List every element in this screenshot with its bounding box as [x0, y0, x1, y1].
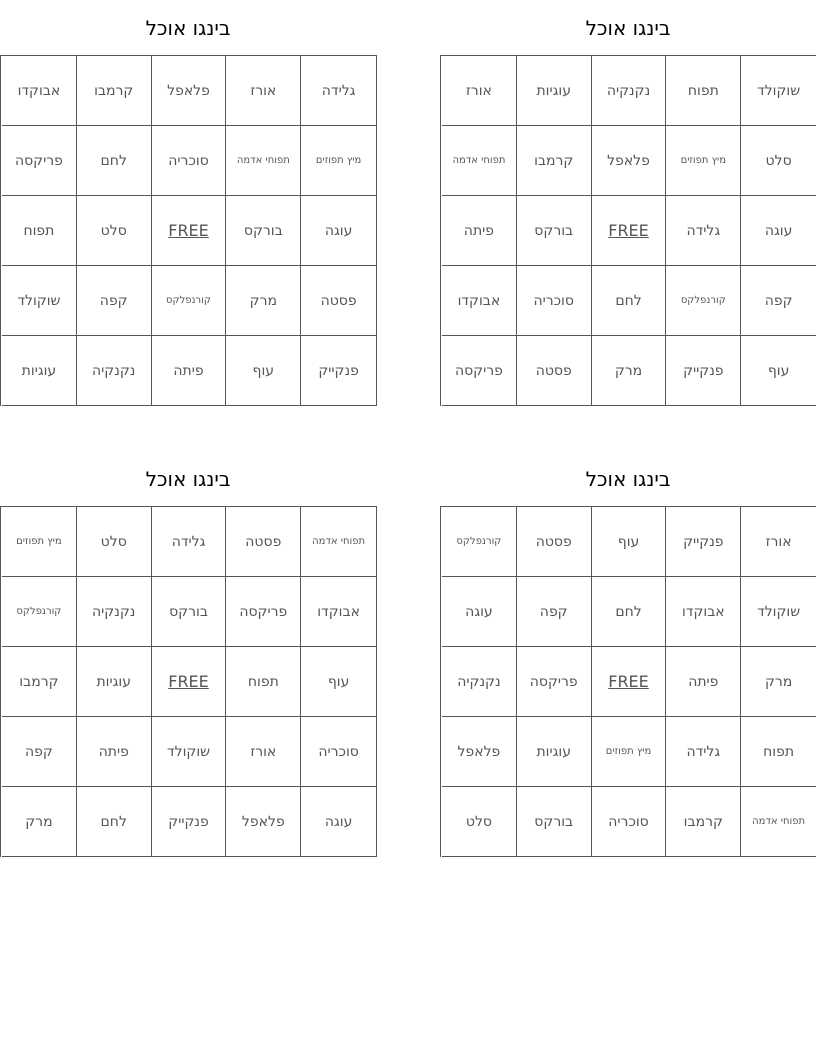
bingo-cell: שוקולד	[2, 266, 77, 336]
bingo-cell: פריקסה	[2, 126, 77, 196]
bingo-cell: נקנקיה	[592, 56, 667, 126]
bingo-cell: מרק	[226, 266, 301, 336]
bingo-cell: פיתה	[152, 336, 227, 406]
bingo-cell: תפוח	[741, 717, 816, 787]
bingo-cell: עוף	[592, 507, 667, 577]
bingo-cell: תפוחי אדמה	[226, 126, 301, 196]
bingo-cell: מרק	[592, 336, 667, 406]
bingo-cell: מרק	[2, 787, 77, 857]
bingo-grid	[440, 55, 816, 406]
bingo-grid	[0, 506, 377, 857]
bingo-cell: לחם	[77, 126, 152, 196]
bingo-cell: עוגה	[442, 577, 517, 647]
bingo-cell: קפה	[77, 266, 152, 336]
bingo-cell: קפה	[517, 577, 592, 647]
bingo-cell: קורנפלקס	[152, 266, 227, 336]
bingo-cell: עוגיות	[2, 336, 77, 406]
bingo-cell: סלט	[442, 787, 517, 857]
bingo-cell: מיץ תפוזים	[301, 126, 376, 196]
bingo-cell: סוכריה	[301, 717, 376, 787]
bingo-cell: תפוחי אדמה	[442, 126, 517, 196]
free-space-cell: FREE	[152, 647, 227, 717]
bingo-cell: נקנקיה	[77, 336, 152, 406]
bingo-cell: מיץ תפוזים	[666, 126, 741, 196]
bingo-cell: סוכריה	[517, 266, 592, 336]
card-title: בינגו אוכל	[585, 467, 671, 491]
bingo-card	[0, 0, 376, 406]
bingo-cell: פנקייק	[152, 787, 227, 857]
bingo-cell: קרמבו	[517, 126, 592, 196]
bingo-cell: פיתה	[442, 196, 517, 266]
bingo-cell: סלט	[741, 126, 816, 196]
bingo-cell: קפה	[2, 717, 77, 787]
bingo-cell: פסטה	[517, 507, 592, 577]
bingo-cell: אורז	[226, 717, 301, 787]
bingo-cell: בורקס	[517, 196, 592, 266]
bingo-cell: בורקס	[152, 577, 227, 647]
bingo-cell: קפה	[741, 266, 816, 336]
bingo-cell: תפוחי אדמה	[301, 507, 376, 577]
bingo-cell: נקנקיה	[442, 647, 517, 717]
bingo-cell: נקנקיה	[77, 577, 152, 647]
bingo-cell: שוקולד	[152, 717, 227, 787]
card-title: בינגו אוכל	[585, 16, 671, 40]
bingo-cell: עוף	[301, 647, 376, 717]
bingo-cell: גלידה	[666, 717, 741, 787]
bingo-card	[440, 0, 816, 406]
bingo-cell: שוקולד	[741, 56, 816, 126]
bingo-cell: לחם	[592, 266, 667, 336]
bingo-cell: גלידה	[666, 196, 741, 266]
bingo-cell: אורז	[226, 56, 301, 126]
bingo-card	[0, 451, 376, 857]
bingo-cell: אורז	[442, 56, 517, 126]
bingo-cell: לחם	[592, 577, 667, 647]
bingo-cell: פלאפל	[226, 787, 301, 857]
bingo-cell: קרמבו	[77, 56, 152, 126]
card-title: בינגו אוכל	[145, 467, 231, 491]
bingo-cell: אבוקדו	[2, 56, 77, 126]
bingo-cell: עוגה	[301, 196, 376, 266]
bingo-cell: עוגה	[301, 787, 376, 857]
bingo-cell: סוכריה	[592, 787, 667, 857]
free-space-cell: FREE	[592, 647, 667, 717]
bingo-cell: פנקייק	[666, 336, 741, 406]
bingo-cell: תפוח	[666, 56, 741, 126]
bingo-cell: עוגיות	[77, 647, 152, 717]
bingo-cell: סלט	[77, 507, 152, 577]
bingo-cell: תפוחי אדמה	[741, 787, 816, 857]
bingo-cell: לחם	[77, 787, 152, 857]
bingo-cell: פסטה	[517, 336, 592, 406]
bingo-cell: בורקס	[226, 196, 301, 266]
bingo-cell: בורקס	[517, 787, 592, 857]
bingo-cell: גלידה	[152, 507, 227, 577]
free-space-cell: FREE	[152, 196, 227, 266]
bingo-cell: קרמבו	[666, 787, 741, 857]
bingo-cell: עוף	[226, 336, 301, 406]
bingo-cell: אורז	[741, 507, 816, 577]
bingo-cell: פריקסה	[517, 647, 592, 717]
bingo-cell: פסטה	[226, 507, 301, 577]
bingo-cell: עוגה	[741, 196, 816, 266]
bingo-cell: פלאפל	[442, 717, 517, 787]
bingo-cell: פיתה	[77, 717, 152, 787]
bingo-cell: פלאפל	[152, 56, 227, 126]
bingo-cell: פיתה	[666, 647, 741, 717]
bingo-cell: מיץ תפוזים	[2, 507, 77, 577]
bingo-cell: אבוקדו	[442, 266, 517, 336]
bingo-card	[440, 451, 816, 857]
bingo-cell: פנקייק	[666, 507, 741, 577]
bingo-cell: קורנפלקס	[2, 577, 77, 647]
bingo-grid	[0, 55, 377, 406]
bingo-cell: פריקסה	[442, 336, 517, 406]
bingo-cell: סוכריה	[152, 126, 227, 196]
bingo-cell: שוקולד	[741, 577, 816, 647]
card-title: בינגו אוכל	[145, 16, 231, 40]
bingo-cell: עוף	[741, 336, 816, 406]
bingo-cell: סלט	[77, 196, 152, 266]
bingo-grid	[440, 506, 816, 857]
bingo-cell: עוגיות	[517, 56, 592, 126]
bingo-cell: פנקייק	[301, 336, 376, 406]
bingo-cell: פלאפל	[592, 126, 667, 196]
bingo-cell: קרמבו	[2, 647, 77, 717]
bingo-cell: פריקסה	[226, 577, 301, 647]
bingo-cell: קורנפלקס	[442, 507, 517, 577]
bingo-cell: מרק	[741, 647, 816, 717]
bingo-cell: תפוח	[226, 647, 301, 717]
bingo-cell: גלידה	[301, 56, 376, 126]
free-space-cell: FREE	[592, 196, 667, 266]
bingo-cell: קורנפלקס	[666, 266, 741, 336]
bingo-cell: אבוקדו	[301, 577, 376, 647]
bingo-cell: פסטה	[301, 266, 376, 336]
bingo-cell: מיץ תפוזים	[592, 717, 667, 787]
bingo-cell: תפוח	[2, 196, 77, 266]
bingo-cell: עוגיות	[517, 717, 592, 787]
bingo-cell: אבוקדו	[666, 577, 741, 647]
